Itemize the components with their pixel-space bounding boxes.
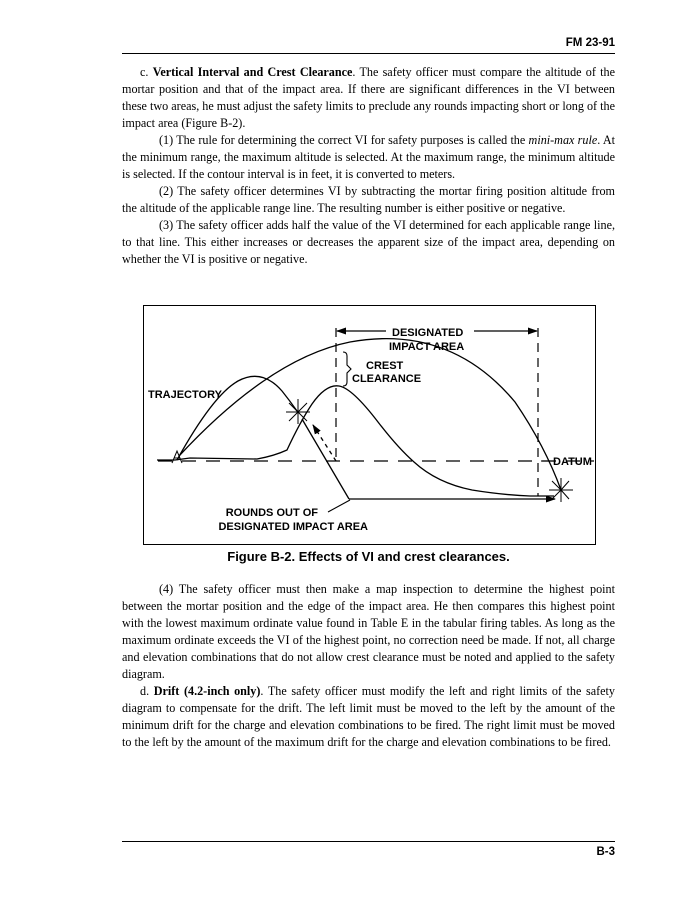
paragraph-c3: (3) The safety officer adds half the value of the VI determined for each applicable range line, to that line. This either increases or decreases the apparent size of the impact area, depending on whether the VI is positive or negative. [122,218,615,266]
section-c-title: Vertical Interval and Crest Clearance [152,65,353,79]
rounds-leader-line [328,500,350,512]
section-c-text: . The safety officer must compare the altitude of the mortar position and that of the impact area. If there are significant differences in the VI between these two areas, he must adjust the safety limits to preclude any rounds impacting short or long of the impact area (Figure B-2). [122,65,615,130]
section-d-text: . The safety officer must modify the left and right limits of the safety diagram to compensate for the drift. The left limit must be moved to the left by the amount of the minimum drift for the charge and elevation combinations to be fired. The right limit must be moved to the left by the amount of the maximum drift for the charge and elevation combinations to be fired. [122,684,615,749]
burst-trajectory-impact [286,399,310,424]
page-number: B-3 [596,846,615,858]
section-d-title: Drift (4.2-inch only) [153,684,261,698]
paragraph-c1-text-a: (1) The rule for determining the correct VI for safety purposes is called the [159,133,529,147]
crest-clearance-brace [343,352,351,386]
label-crest: CREST [366,360,404,372]
paragraph-d [122,683,615,751]
label-designated: DESIGNATED [392,327,464,339]
paragraph-c1-text-b: . At the minimum range, the maximum altitude is selected. At the maximum range, the minimum altitude is selected. If the contour interval is in feet, it is converted to meters. [122,133,616,181]
figure-b2-diagram [143,305,596,545]
paragraph-c [122,64,615,132]
label-clearance: CLEARANCE [352,373,422,385]
section-c-label: c. [140,65,149,79]
label-datum: DATUM [553,456,592,468]
paragraph-c1 [122,132,615,183]
label-impact-area: IMPACT AREA [389,341,465,353]
section-d-label: d. [140,684,150,698]
paragraph-c4: (4) The safety officer must then make a map inspection to determine the highest point between the mortar position and the edge of the impact area. He then compares this highest point with the lowest maximum ordinate value found in Table E in the tabular firing tables. As long as the maximum ordinate exceeds the VI of the highest point, no correction need be made. If not, all charge and elevation combinations that do not allow crest clearance must be noted and applied to the safety diagram. [122,582,615,681]
footer-rule [122,841,615,842]
manual-code: FM 23-91 [565,37,615,49]
paragraph-c2: (2) The safety officer determines VI by subtracting the mortar firing position altitude from the altitude of the applicable range line. The resulting number is either positive or negative. [122,184,615,215]
terrain-profile [157,386,554,496]
text-block-bottom [122,581,615,751]
label-trajectory: TRAJECTORY [148,389,222,401]
figure-caption: Figure B-2. Effects of VI and crest clearances. [227,549,510,564]
figure-b2-svg [144,306,595,544]
label-rounds-out-of: ROUNDS OUT OF [225,507,318,519]
header-rule [122,53,615,54]
mini-max-rule-term: mini-max rule [528,133,598,147]
short-round-path [302,419,349,499]
label-designated-impact-area: DESIGNATED IMPACT AREA [218,521,368,533]
text-block-top [122,64,615,268]
